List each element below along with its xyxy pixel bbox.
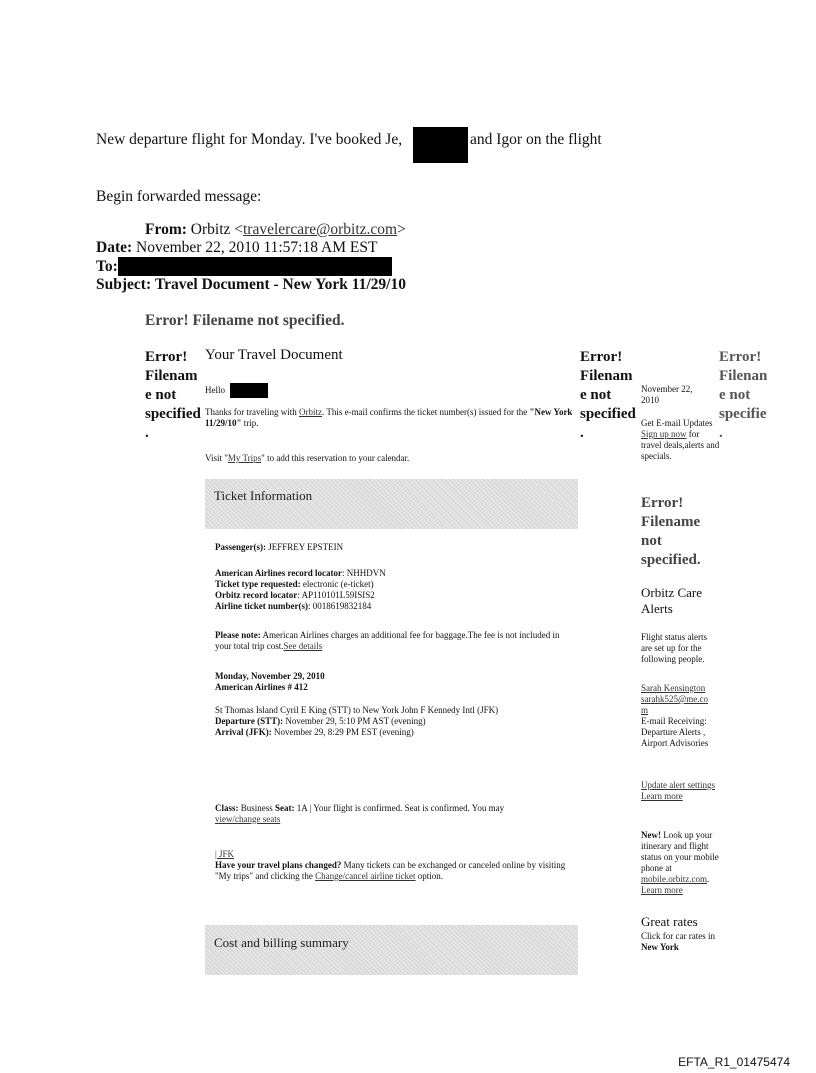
hello-line: Hello [205,385,225,395]
intro-before: New departure flight for Monday. I've booked Je, [96,131,403,148]
alerts-text: Flight status alerts are set up for the following people. [641,632,707,664]
side-date: November 22, 2010 [641,384,693,405]
side-email-updates: Get E-mail Updates Sign up now for travel deals,alerts and specials. [641,418,720,461]
update-alert-link[interactable]: Update alert settings [641,780,715,790]
class-seat-line: Class: Business Seat: 1A | Your flight is confirmed. Seat is confirmed. You may view/change seats [215,803,505,824]
from-line: From: Orbitz <travelercare@orbitz.com> [145,221,406,238]
forwarded-label: Begin forwarded message: [96,188,262,205]
change-cancel-link[interactable]: Change/cancel airline ticket [315,871,416,881]
intro-line [96,131,402,149]
locator-block: American Airlines record locator: NHHDVN Ticket type requested: electronic (e-ticket) Orbitz record locator: AP110101L59ISIS2 Airline ticket number(s): 0018619832184 [215,568,386,611]
visit-line: Visit "My Trips" to add this reservation to your calendar. [205,453,410,463]
changes-block: | JFK Have your travel plans changed? Many tickets can be exchanged or canceled online by visiting "My trips" and clicking the Change/cancel airline ticket option. [215,849,566,881]
ticket-info-heading: Ticket Information [214,488,313,503]
car-rates: Click for car rates in New York [641,931,715,952]
care-title: Orbitz Care Alerts [641,585,703,616]
ticket-info-band [205,479,578,529]
person-name-link[interactable]: Sarah Kensington [641,683,706,693]
intro-after: and Igor on the flight [470,131,602,148]
mobile-link[interactable]: mobile.orbitz.com [641,874,707,884]
person-email-link[interactable]: sarahk525@me.co m [641,694,709,715]
signup-link[interactable]: Sign up now [641,429,687,439]
error-banner: Error! Filename not specified. [145,312,345,329]
jfk-link[interactable]: | JFK [215,849,235,859]
flight-details: St Thomas Island Cyril E King (STT) to New York John F Kennedy Intl (JFK) Departure (STT): November 29, 5:10 PM AST (evening) Arrival (JFK): November 29, 8:29 PM EST (evening) [215,705,499,737]
redaction-block [230,383,268,398]
passenger-line: Passenger(s): JEFFREY EPSTEIN [215,542,344,552]
update-alerts [641,780,717,802]
orbitz-link[interactable]: Orbitz [298,407,322,417]
error-left: Error! Filenam e not specified . [145,349,201,441]
mobile-promo: New! Look up your itinerary and flight status on your mobile phone at mobile.orbitz.com. Learn more [641,830,719,895]
date-line: Date: November 22, 2010 11:57:18 AM EST [96,239,378,256]
thanks-text: Thanks for traveling with Orbitz. This e-mail confirms the ticket number(s) issued for the "New York 11/29/10" trip. [205,407,573,428]
redaction-block [413,127,468,163]
learn-more-link-2[interactable]: Learn more [641,885,683,895]
see-details-link[interactable]: See details [283,641,323,651]
redaction-block [118,257,392,276]
cost-band [205,925,578,975]
to-line: To: [96,258,118,275]
side-error-block: Error! Filename not specified. [641,495,701,568]
view-change-seats-link[interactable]: view/change seats [215,814,281,824]
doc-title: Your Travel Document [205,347,343,363]
subject-line: Subject: Travel Document - New York 11/29/10 [96,276,406,293]
great-rates: Great rates [641,914,698,929]
baggage-note: Please note: American Airlines charges an additional fee for baggage.The fee is not included in your total trip cost.See details [215,630,560,651]
error-right-2: Error! Filenan e not specifie . [719,349,768,441]
learn-more-link[interactable]: Learn more [641,791,683,801]
flight-header: Monday, November 29, 2010 American Airlines # 412 [215,671,325,692]
cost-heading: Cost and billing summary [214,935,349,950]
my-trips-link[interactable]: My Trips [227,453,262,463]
error-right-1: Error! Filenam e not specified . [580,349,636,441]
document-id: EFTA_R1_01475474 [678,1055,790,1069]
from-email-link[interactable]: travelercare@orbitz.com [243,221,398,238]
alert-person: Sarah Kensington sarahk525@me.co m E-mail Receiving: Departure Alerts , Airport Advisories [641,683,709,748]
